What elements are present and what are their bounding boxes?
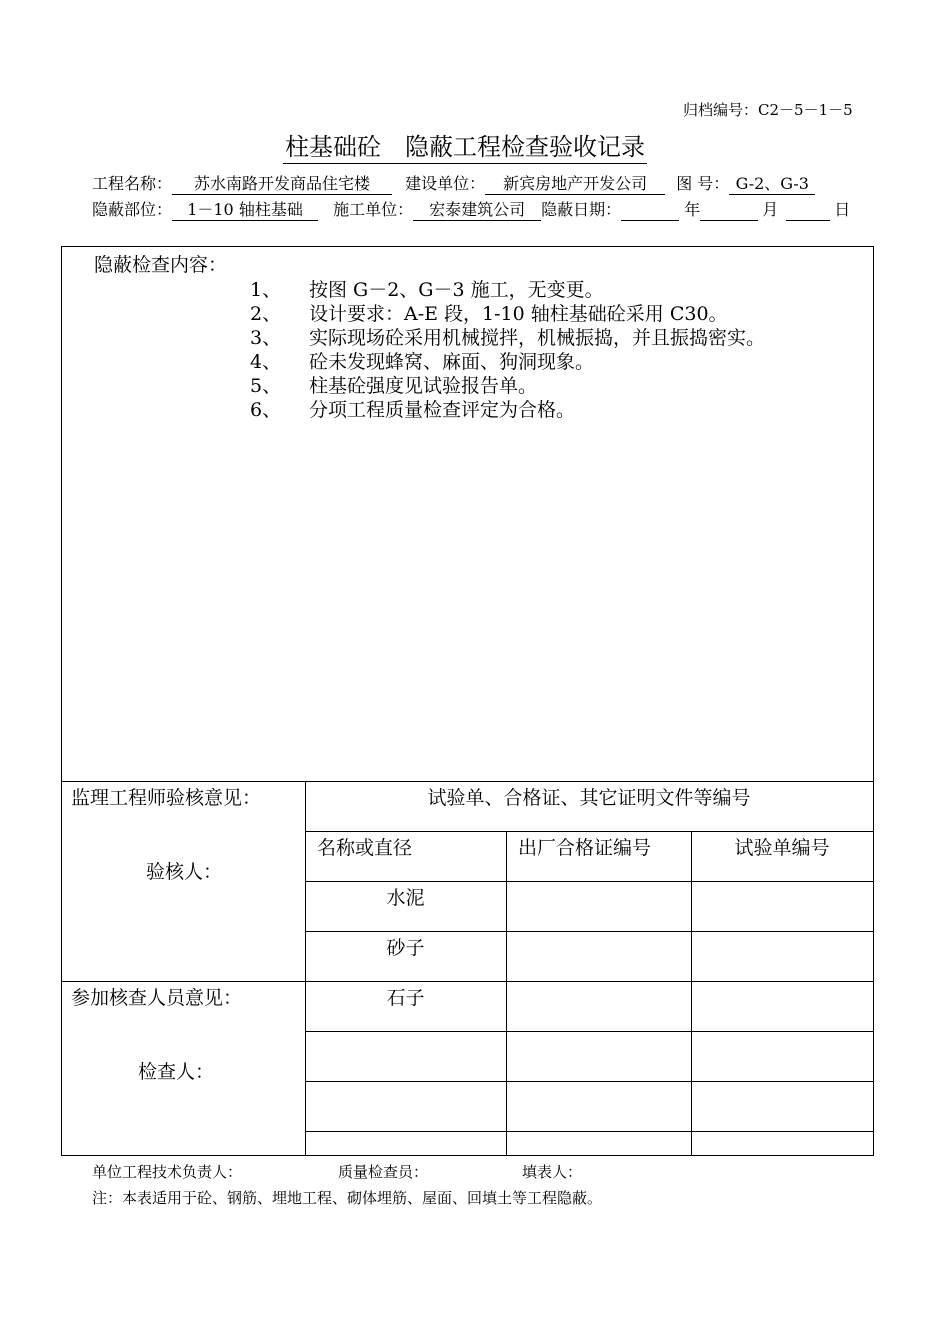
hidden-part-label: 隐蔽部位： [92,200,173,219]
builder-label: 建设单位： [405,174,486,193]
supervisor-signer-label: 验核人： [146,861,223,883]
docs-table-title: 试验单、合格证、其它证明文件等编号 [427,787,751,809]
table-cell-material: 水泥 [386,887,425,909]
inspection-item: 砼未发现蜂窝、麻面、狗洞现象。 [309,351,595,373]
contractor-value: 宏泰建筑公司 [413,199,541,221]
column-header-certificate: 出厂合格证编号 [518,837,652,859]
table-line-2 [305,881,873,882]
project-name-label: 工程名称： [92,174,173,193]
tech-lead-label: 单位工程技术负责人： [92,1163,243,1181]
date-year-blank [621,199,679,221]
inspection-item: 实际现场砼采用机械搅拌，机械振捣，并且振捣密实。 [309,327,766,349]
hidden-date-label: 隐蔽日期： [541,200,622,219]
table-line-1 [305,831,873,832]
inspection-item: 按图 G－2、G－3 施工，无变更。 [309,279,604,301]
date-month-blank [700,199,758,221]
inspection-form [61,246,874,1156]
drawing-no-value: G-2、G-3 [729,173,815,195]
footer-note: 注：本表适用于砼、钢筋、埋地工程、砌体埋筋、屋面、回填土等工程隐蔽。 [92,1189,603,1207]
column-header-name: 名称或直径 [317,837,413,859]
document-title: 柱基础砼 隐蔽工程检查验收记录 [283,132,647,164]
table-col-divider-2 [691,831,692,1155]
divider-inspection [62,781,873,782]
contractor-label: 施工单位： [333,200,414,219]
project-name-value: 苏水南路开发商品住宅楼 [172,173,392,195]
year-label: 年 [684,200,701,219]
header-row-1 [92,173,815,195]
month-label: 月 [762,200,779,219]
item-number: 2、 [250,303,282,325]
header-row-2 [92,199,850,221]
inspection-item: 柱基砼强度见试验报告单。 [309,375,538,397]
item-number: 1、 [250,279,282,301]
archive-number: 归档编号：C2－5－1－5 [683,101,853,119]
date-day-blank [786,199,830,221]
inspection-item: 设计要求：A-E 段，1-10 轴柱基础砼采用 C30。 [309,303,728,325]
table-cell-material: 石子 [386,987,425,1009]
table-line-3 [305,931,873,932]
item-number: 3、 [250,327,282,349]
day-label: 日 [834,200,851,219]
inspection-content-label: 隐蔽检查内容： [94,254,228,276]
table-cell-material: 砂子 [386,937,425,959]
supervisor-opinion-label: 监理工程师验核意见： [71,787,262,809]
table-line-5 [305,1031,873,1032]
divider-left-column [305,781,306,1155]
table-line-7 [305,1131,873,1132]
table-line-6 [305,1081,873,1082]
item-number: 4、 [250,351,282,373]
form-filler-label: 填表人： [522,1163,583,1181]
quality-inspector-label: 质量检查员： [338,1163,429,1181]
column-header-test-report: 试验单编号 [734,837,830,859]
divider-left-sections [62,981,305,982]
hidden-part-value: 1－10 轴柱基础 [172,199,318,221]
inspection-item: 分项工程质量检查评定为合格。 [309,399,576,421]
participants-opinion-label: 参加核查人员意见： [71,987,243,1009]
builder-value: 新宾房地产开发公司 [485,173,665,195]
item-number: 6、 [250,399,282,421]
item-number: 5、 [250,375,282,397]
drawing-no-label: 图 号： [676,174,730,193]
participants-signer-label: 检查人： [138,1061,215,1083]
table-col-divider-1 [506,831,507,1155]
table-line-4 [305,981,873,982]
